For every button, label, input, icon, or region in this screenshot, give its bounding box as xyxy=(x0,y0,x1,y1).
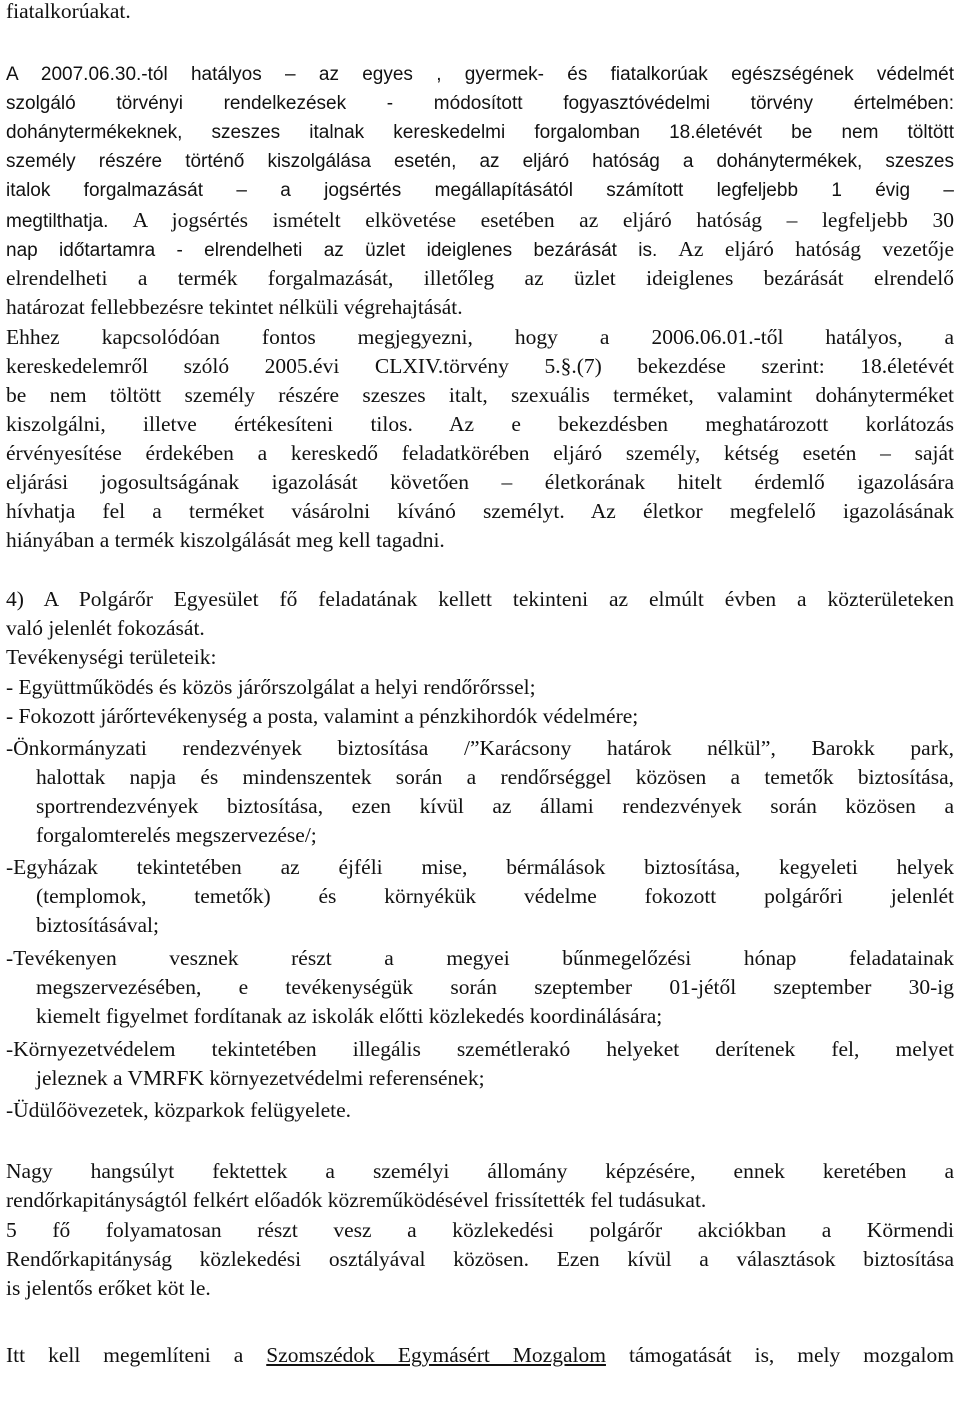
paragraph-fragment: Az eljáró hatóság vezetője xyxy=(678,237,955,261)
bullet-item: -Üdülőövezetek, közparkok felügyelete. xyxy=(6,1098,352,1122)
paragraph-line: érvényesítése érdekében a kereskedő feladatkörében eljáró személy, kétség esetén – saját xyxy=(6,441,954,465)
paragraph-line: szolgáló törvényi rendelkezések - módosított fogyasztóvédelmi törvény értelmében: xyxy=(6,93,954,114)
bullet-continuation: kiemelt figyelmet fordítanak az iskolák előtti közlekedés koordinálására; xyxy=(36,1004,663,1028)
paragraph-fragment: nap időtartamra - elrendelheti az üzlet ideiglenes bezárását is. xyxy=(6,240,658,261)
paragraph-line: dohánytermékeknek, szeszes italnak kereskedelmi forgalomban 18.életévét be nem töltött xyxy=(6,122,954,143)
bullet-continuation: megszervezésében, e tevékenységük során szeptember 01-jétől szeptember 30-ig xyxy=(36,975,954,999)
paragraph-line: elrendelheti a termék forgalmazását, illetőleg az üzlet ideiglenes bezárását elrendelő xyxy=(6,266,954,290)
bullet-item: -Tevékenyen vesznek részt a megyei bűnmegelőzési hónap feladatainak xyxy=(6,946,954,970)
paragraph-line: Rendőrkapitányság közlekedési osztályával közösen. Ezen kívül a választások biztosítása xyxy=(6,1247,954,1271)
paragraph-line: kiszolgálni, illetve értékesíteni tilos. Az e bekezdésben meghatározott korlátozás xyxy=(6,412,954,436)
paragraph-line: való jelenlét fokozását. xyxy=(6,616,205,640)
bullet-continuation: (templomok, temetők) és környékük védelme fokozott polgárőri jelenlét xyxy=(36,884,954,908)
paragraph-line: hiányában a termék kiszolgálását meg kell tagadni. xyxy=(6,528,445,552)
paragraph-line: italok forgalmazását – a jogsértés megállapításától számított legfeljebb 1 évig – xyxy=(6,180,954,201)
bullet-item: -Egyházak tekintetében az éjféli mise, bérmálások biztosítása, kegyeleti helyek xyxy=(6,855,954,879)
bullet-continuation: sportrendezvények biztosítása, ezen kívül az állami rendezvények során közösen a xyxy=(36,794,954,818)
paragraph-line: határozat fellebbezésre tekintet nélküli végrehajtását. xyxy=(6,295,463,319)
paragraph-fragment: megtilthatja. xyxy=(6,211,109,232)
movement-name-underlined: Szomszédok Egymásért Mozgalom xyxy=(266,1343,606,1367)
paragraph-line: 5 fő folyamatosan részt vesz a közlekedési polgárőr akciókban a Körmendi xyxy=(6,1218,954,1242)
paragraph-line: hívhatja fel a terméket vásárolni kívánó személyt. Az életkor megfelelő igazolásának xyxy=(6,499,954,523)
paragraph-line: Ehhez kapcsolódóan fontos megjegyezni, hogy a 2006.06.01.-től hatályos, a xyxy=(6,325,954,349)
paragraph-line xyxy=(6,234,954,266)
paragraph-line: be nem töltött személy részére szeszes italt, szexuális terméket, valamint dohányterméket xyxy=(6,383,954,407)
bullet-continuation: jeleznek a VMRFK környezetvédelmi referensének; xyxy=(36,1066,485,1090)
paragraph-line: Tevékenységi területeik: xyxy=(6,645,217,669)
bullet-item: - Együttműködés és közös járőrszolgálat a helyi rendőrőrssel; xyxy=(6,675,536,699)
bullet-continuation: forgalomterelés megszervezése/; xyxy=(36,823,317,847)
top-fragment: fiatalkorúakat. xyxy=(6,0,131,23)
paragraph-fragment: támogatását is, mely mozgalom xyxy=(605,1343,954,1367)
paragraph-fragment: A jogsértés ismételt elkövetése esetében az eljáró hatóság – legfeljebb 30 xyxy=(132,208,955,232)
bullet-item: -Környezetvédelem tekintetében illegális szemétlerakó helyeket derítenek fel, melyet xyxy=(6,1037,954,1061)
bullet-continuation: halottak napja és mindenszentek során a rendőrséggel közösen a temetők biztosítása, xyxy=(36,765,954,789)
paragraph-line: személy részére történő kiszolgálása esetén, az eljáró hatóság a dohánytermékek, szeszes xyxy=(6,151,954,172)
paragraph-line xyxy=(6,205,954,237)
bullet-item: -Önkormányzati rendezvények biztosítása /”Karácsony határok nélkül”, Barokk park, xyxy=(6,736,954,760)
paragraph-line: Nagy hangsúlyt fektettek a személyi állomány képzésére, ennek keretében a xyxy=(6,1159,954,1183)
paragraph-fragment: Itt kell megemlíteni a xyxy=(6,1343,267,1367)
paragraph-line: rendőrkapitányságtól felkért előadók közreműködésével frissítették fel tudásukat. xyxy=(6,1188,707,1212)
paragraph-line: is jelentős erőket köt le. xyxy=(6,1276,211,1300)
paragraph-line xyxy=(6,1340,954,1370)
section-heading: 4) A Polgárőr Egyesület fő feladatának kellett tekinteni az elmúlt évben a közterületeken xyxy=(6,587,954,611)
paragraph-line: eljárási jogosultságának igazolását követően – életkorának hitelt érdemlő igazolására xyxy=(6,470,954,494)
bullet-continuation: biztosításával; xyxy=(36,913,159,937)
paragraph-line: kereskedelemről szóló 2005.évi CLXIV.törvény 5.§.(7) bekezdése szerint: 18.életévét xyxy=(6,354,954,378)
bullet-item: - Fokozott járőrtevékenység a posta, valamint a pénzkihordók védelmére; xyxy=(6,704,639,728)
paragraph-line: A 2007.06.30.-tól hatályos – az egyes , gyermek- és fiatalkorúak egészségének védelmét xyxy=(6,64,954,85)
